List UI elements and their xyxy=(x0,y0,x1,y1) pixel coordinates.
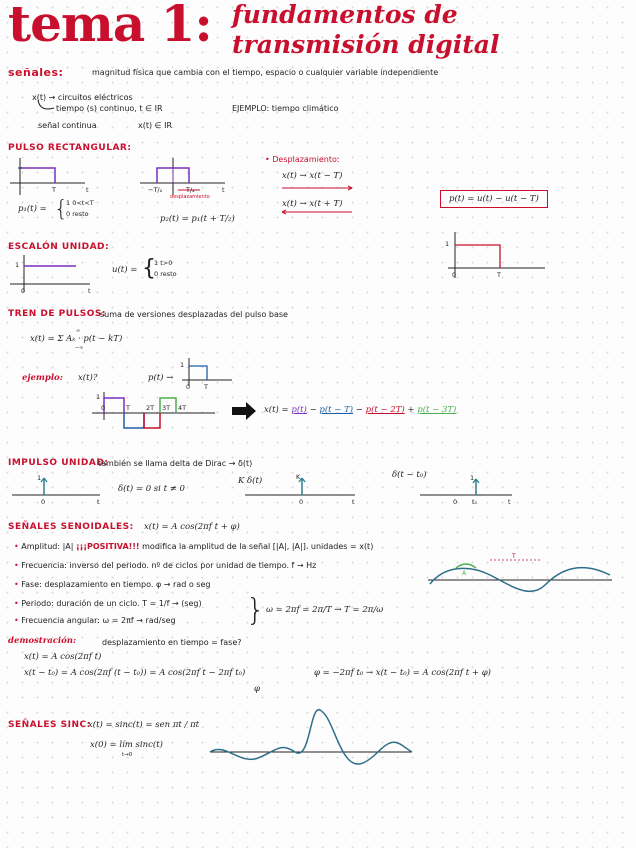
train-term-3: p(t − 2T) xyxy=(365,405,405,415)
sinusoid-bullet-angular: • Frecuencia angular: ω = 2πf → rad/seg xyxy=(14,616,176,625)
train-heading: TREN DE PULSOS: xyxy=(8,309,106,319)
impulse-zero-rule: δ(t) = 0 si t ≠ 0 xyxy=(118,484,185,494)
imp3-axis-t0: t₀ xyxy=(472,498,478,506)
imp1-axis-0: 0 xyxy=(41,498,46,506)
train-ex-axis-2T: 2T xyxy=(146,404,155,412)
signals-example-3: señal continua xyxy=(38,121,97,130)
step-case-1: 1 t>0 xyxy=(154,259,173,267)
pulse-def-right: p₂(t) = p₁(t + T/₂) xyxy=(160,214,235,224)
train-sum-lower: −∞ xyxy=(75,345,84,351)
sinusoid-brace-icon: } xyxy=(246,593,266,628)
amp-highlight: ¡¡¡POSITIVA!!! xyxy=(76,542,140,551)
pulse-axis-T: T xyxy=(52,186,56,194)
imp2-axis-t: t xyxy=(352,498,355,506)
imp1-axis-1: 1 xyxy=(37,474,42,482)
freq-text: inverso del periodo. nº de ciclos por unidad de tiempo. f → Hz xyxy=(69,561,317,570)
sinusoid-heading: SEÑALES SENOIDALES: xyxy=(8,522,134,532)
pulse-shift-1: x(t) → x(t − T) xyxy=(282,171,343,181)
pulse2-axis-t: t xyxy=(222,186,225,194)
pulse-def-left: p₁(t) = xyxy=(18,204,47,214)
period-text: duración de un ciclo. T = 1/f → (seg) xyxy=(56,599,202,608)
step-heading: ESCALÓN UNIDAD: xyxy=(8,242,110,252)
train-definition: suma de versiones desplazadas del pulso base xyxy=(100,310,288,319)
pulse3-axis-T: T xyxy=(497,271,501,279)
sinc-graph xyxy=(0,0,1,1)
step-axis-0: 0 xyxy=(21,287,26,295)
train-sum-upper: ∞ xyxy=(76,328,81,334)
train-example-x: x(t)? xyxy=(78,373,98,383)
train-ex-axis-T: T xyxy=(126,404,130,412)
amp-text: |A| xyxy=(62,542,74,551)
step-axis-t: t xyxy=(88,287,91,295)
sinusoid-bullet-frequency: • Frecuencia: inverso del periodo. nº de ciclos por unidad de tiempo. f → Hz xyxy=(14,561,317,570)
pulse-shift-2: x(t) → x(t + T) xyxy=(282,199,343,209)
pulse-shift-heading: • Desplazamiento: xyxy=(265,155,340,164)
step-axis-1: 1 xyxy=(15,261,20,269)
sinusoid-omega-relation: ω = 2πf = 2π/T → T = 2π/ω xyxy=(266,605,384,615)
phase-text: desplazamiento en tiempo. φ → rad o seg xyxy=(44,580,211,589)
pulse2-axis-neg: −T/₂ xyxy=(148,186,163,194)
demo-line-1: x(t) = A cos(2πf t) xyxy=(24,652,102,662)
imp2-axis-0: 0 xyxy=(299,498,304,506)
train-ex-axis-4T: 4T xyxy=(178,404,187,412)
demo-line-2: x(t − t₀) = A cos(2πf (t − t₀)) = A cos(2πf t − 2πf t₀) xyxy=(24,668,246,678)
train-op-1: − xyxy=(306,405,320,415)
sinc-limit-sub: t→0 xyxy=(122,752,133,758)
step-def: u(t) = xyxy=(112,265,138,275)
train-term-1: p(t) xyxy=(291,405,307,415)
train-term-4: p(t − 3T) xyxy=(417,405,457,415)
pulse-case-1: 1 0<t<T xyxy=(66,199,94,207)
pulse-boxed-formula: p(t) = u(t) − u(t − T) xyxy=(440,190,548,208)
wave-label-T: T xyxy=(512,553,516,560)
freq-label: Frecuencia: xyxy=(21,561,67,570)
train-base-axis-0: 0 xyxy=(186,383,191,391)
train-ex-axis-3T: 3T xyxy=(162,404,171,412)
signals-example-1: x(t) → circuitos eléctricos xyxy=(32,93,133,102)
imp3-axis-1: 1 xyxy=(470,474,475,482)
signals-heading: señales: xyxy=(8,66,64,79)
imp2-axis-K: K xyxy=(296,473,301,481)
train-ex-axis-1: 1 xyxy=(96,393,101,401)
train-result-start: x(t) = xyxy=(264,405,292,415)
period-label: Periodo: xyxy=(21,599,54,608)
pulse-brace-icon: { xyxy=(54,197,68,222)
impulse-k-delta: K δ(t) xyxy=(238,476,263,486)
train-op-2: − xyxy=(353,405,366,415)
title-line-2: transmisión digital xyxy=(232,30,500,59)
demo-text: desplazamiento en tiempo = fase? xyxy=(102,638,242,647)
train-example-label: ejemplo: xyxy=(22,373,63,383)
sinc-formula: x(t) = sinc(t) = sen πt / πt xyxy=(88,720,200,730)
imp1-axis-t: t xyxy=(97,498,100,506)
train-term-2: p(t − T) xyxy=(319,405,354,415)
sinusoid-bullet-phase: • Fase: desplazamiento en tiempo. φ → rad o seg xyxy=(14,580,211,589)
angular-text: ω = 2πf → rad/seg xyxy=(102,616,176,625)
impulse-shifted: δ(t − t₀) xyxy=(392,470,427,480)
sinusoid-bullet-amplitude: • Amplitud: |A| ¡¡¡POSITIVA!!! modifica la amplitud de la señal [|A|, |A|]. unidades = x(t) xyxy=(14,542,374,551)
demo-label: demostración: xyxy=(8,636,77,646)
sinusoid-formula: x(t) = A cos(2πf t + φ) xyxy=(144,522,240,532)
step-brace-icon: { xyxy=(142,256,156,281)
demo-result: φ = −2πf t₀ → x(t − t₀) = A cos(2πf t + φ) xyxy=(314,668,491,678)
signals-example-2: tiempo (s) continuo, t ∈ IR xyxy=(56,104,163,113)
amp-label: Amplitud: xyxy=(21,542,61,551)
page-title: tema 1: xyxy=(8,0,212,53)
impulse-heading: IMPULSO UNIDAD: xyxy=(8,458,109,468)
step-case-2: 0 resto xyxy=(154,270,177,278)
sinc-limit: x(0) = lím sinc(t) xyxy=(90,740,163,750)
sinc-heading: SEÑALES SINC: xyxy=(8,720,91,730)
train-example-p: p(t) → xyxy=(148,373,174,383)
signals-example-4: x(t) ∈ IR xyxy=(138,121,173,130)
pulse3-axis-0: 0 xyxy=(452,271,457,279)
imp3-axis-t: t xyxy=(508,498,511,506)
train-base-axis-1: 1 xyxy=(180,361,185,369)
title-line-1: fundamentos de xyxy=(232,0,458,29)
impulse-definition: también se llama delta de Dirac → δ(t) xyxy=(98,459,253,468)
pulse2-shift-note: desplazamiento xyxy=(170,194,210,200)
train-op-3: + xyxy=(404,405,418,415)
pulse2-axis-pos: T/₂ xyxy=(186,186,195,194)
demo-phi: φ xyxy=(254,684,260,694)
train-base-axis-T: T xyxy=(204,383,208,391)
sinusoid-bullet-period: • Periodo: duración de un ciclo. T = 1/f → (seg) xyxy=(14,599,202,608)
signals-definition: magnitud física que cambia con el tiempo, espacio o cualquier variable independiente xyxy=(92,68,439,77)
train-result xyxy=(264,405,456,415)
imp3-axis-0: 0 xyxy=(453,498,458,506)
phase-label: Fase: xyxy=(21,580,42,589)
train-ex-axis-0: 0 xyxy=(101,404,106,412)
pulse-axis-t: t xyxy=(86,186,89,194)
angular-label: Frecuencia angular: xyxy=(21,616,100,625)
wave-label-A: A xyxy=(462,570,467,577)
signals-example-note: EJEMPLO: tiempo climático xyxy=(232,104,339,113)
pulse-heading: PULSO RECTANGULAR: xyxy=(8,143,132,153)
train-formula: x(t) = Σ Aₖ · p(t − kT) xyxy=(30,334,123,344)
pulse3-axis-1: 1 xyxy=(445,240,450,248)
pulse-case-2: 0 resto xyxy=(66,210,89,218)
amp-rest: modifica la amplitud de la señal [|A|, |A|]. unidades = x(t) xyxy=(139,542,374,551)
